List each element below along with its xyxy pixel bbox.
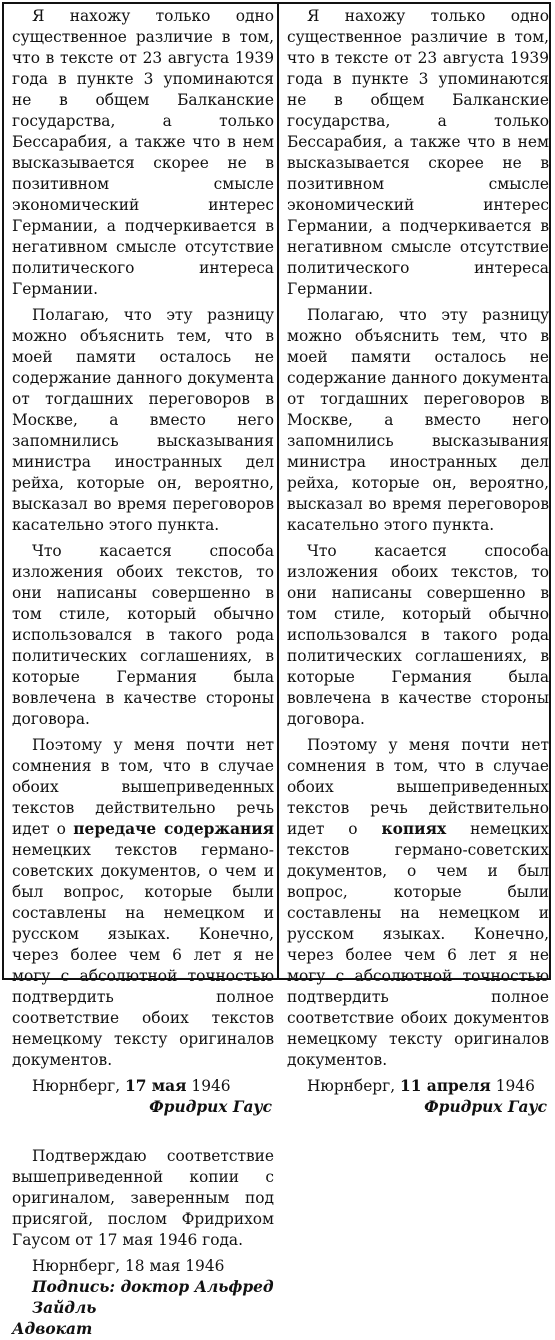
left-p4-text-start: Поэтому у меня почти нет сомнения в том, что в случае обоих вышеприведенных текстов действительно речь идет о [12, 736, 274, 838]
left-paragraph-1: Я нахожу только одно существенное различие в том, что в тексте от 23 августа 1939 года в пункте 3 упоминаются не в общем Балканские государства, а только Бессарабия, а также что в нем высказывается скорее не в позитивном смысле экономический интерес Германии, а подчеркивается в негативном смысле отсутствие политического интереса Германии. [12, 7, 274, 298]
left-p4-text-end: немецких текстов германо-советских документов, о чем и был вопрос, которые были составлены на немецком и русском языках. Конечно, через более чем 6 лет я не могу с абсолютной точностью подтвердить полное соответствие обоих текстов немецкому тексту оригиналов документов. [12, 841, 274, 1069]
left-place-date [12, 1076, 274, 1097]
column-divider [277, 2, 279, 980]
right-city: Нюрнберг, [307, 1077, 401, 1095]
left-p4-bold-phrase: передаче содержания [73, 820, 274, 838]
right-p4-text-start: Поэтому у меня почти нет сомнения в том, что в случае обоих вышеприведенных текстов речь действительно идет о [287, 736, 549, 838]
right-p4-text-end: немецких текстов германо-советских документов, о чем и был вопрос, которые были составлены на немецком и русском языках. Конечно, через более чем 6 лет я не могу с абсолютной точностью подтвердить полное соответствие обоих документов немецкому тексту оригиналов документов. [287, 820, 549, 1069]
right-paragraph-2: Полагаю, что эту разницу можно объяснить тем, что в моей памяти осталось не содержание данного документа от тогдашних переговоров в Москве, а вместо него запомнились высказывания министра иностранных дел рейха, которые он, вероятно, высказал во время переговоров касательно этого пункта. [287, 306, 549, 534]
right-paragraph-3: Что касается способа изложения обоих текстов, то они написаны совершенно в том стиле, который обычно использовался в такого рода политических соглашениях, в которые Германия была вовлечена в качестве стороны договора. [287, 542, 549, 728]
left-signature: Фридрих Гаус [149, 1098, 272, 1116]
certification-place-date: Нюрнберг, 18 мая 1946 [32, 1257, 225, 1275]
right-signature: Фридрих Гаус [424, 1098, 547, 1116]
right-column [287, 6, 549, 1118]
certification-title: Адвокат [12, 1320, 93, 1338]
left-date: 17 мая [125, 1077, 187, 1095]
certification-text: Подтверждаю соответствие вышеприведенной копии с оригиналом, заверенным под присягой, послом Фридрихом Гаусом от 17 мая 1946 года. [12, 1147, 274, 1249]
right-date: 11 апреля [400, 1077, 491, 1095]
left-paragraph-3: Что касается способа изложения обоих текстов, то они написаны совершенно в том стиле, который обычно использовался в такого рода политических соглашениях, в которые Германия была вовлечена в качестве стороны договора. [12, 542, 274, 728]
right-paragraph-4 [287, 735, 549, 1071]
left-year: 1946 [186, 1077, 231, 1095]
right-paragraph-1: Я нахожу только одно существенное различие в том, что в тексте от 23 августа 1939 года в пункте 3 упоминаются не в общем Балканские государства, а только Бессарабия, а также что в нем высказывается скорее не в позитивном смысле экономический интерес Германии, а подчеркивается в негативном смысле отсутствие политического интереса Германии. [287, 7, 549, 298]
left-paragraph-2: Полагаю, что эту разницу можно объяснить тем, что в моей памяти осталось не содержание данного документа от тогдашних переговоров в Москве, а вместо него запомнились высказывания министра иностранных дел рейха, которые он, вероятно, высказал во время переговоров касательно этого пункта. [12, 306, 274, 534]
left-column [12, 6, 274, 1340]
certification-signature: Подпись: доктор Альфред Зайдль [32, 1278, 274, 1317]
left-city: Нюрнберг, [32, 1077, 126, 1095]
left-paragraph-4 [12, 735, 274, 1071]
right-year: 1946 [490, 1077, 535, 1095]
right-place-date [287, 1076, 549, 1097]
right-p4-bold-phrase: копиях [381, 820, 447, 838]
